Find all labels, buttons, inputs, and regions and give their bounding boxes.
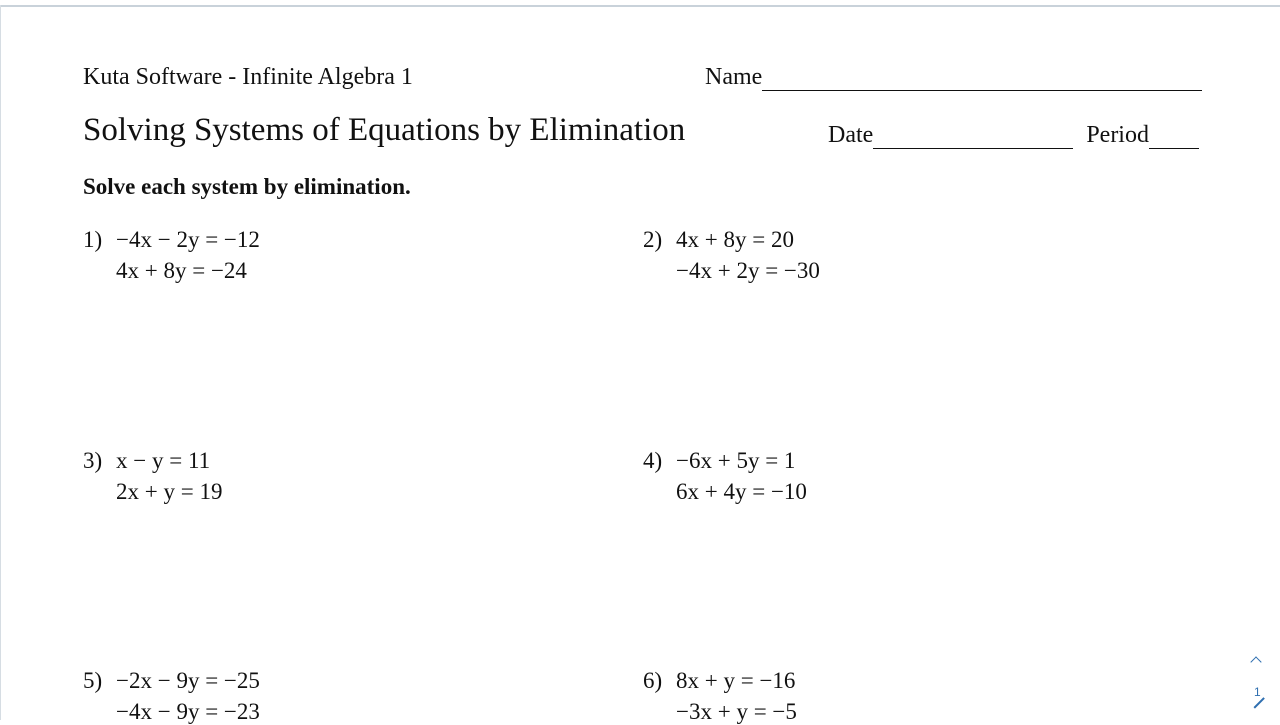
software-label: Kuta Software - Infinite Algebra 1 [83,64,413,90]
equation-2: 2x + y = 19 [116,479,223,504]
date-period-fields [828,122,1199,149]
date-blank-line [873,124,1073,149]
date-label: Date [828,122,874,148]
page-nav-sidebar [1246,652,1270,718]
problem-number: 1) [83,227,103,252]
worksheet-title: Solving Systems of Equations by Elimination [83,112,686,148]
equation-1: x − y = 11 [116,448,211,473]
problem-number: 5) [83,668,103,693]
problem-number: 2) [643,227,663,252]
problem-number: 3) [83,448,103,473]
equation-2: 4x + 8y = −24 [116,258,247,283]
problem-number: 4) [643,448,663,473]
name-label: Name [705,64,763,90]
equation-1: 8x + y = −16 [676,668,796,693]
period-label: Period [1086,122,1149,148]
equation-1: 4x + 8y = 20 [676,227,794,252]
equation-2: −4x − 9y = −23 [116,699,260,724]
equation-2: −4x + 2y = −30 [676,258,820,283]
equation-2: −3x + y = −5 [676,699,797,724]
problem-number: 6) [643,668,663,693]
name-field [705,64,1202,91]
name-blank-line [762,66,1202,91]
equation-1: −6x + 5y = 1 [676,448,796,473]
page-number[interactable]: 1 [1254,685,1261,699]
equation-2: 6x + 4y = −10 [676,479,807,504]
chevron-up-icon[interactable] [1250,656,1261,667]
period-blank-line [1149,124,1199,149]
equation-1: −4x − 2y = −12 [116,227,260,252]
equation-1: −2x − 9y = −25 [116,668,260,693]
instructions: Solve each system by elimination. [83,174,411,199]
